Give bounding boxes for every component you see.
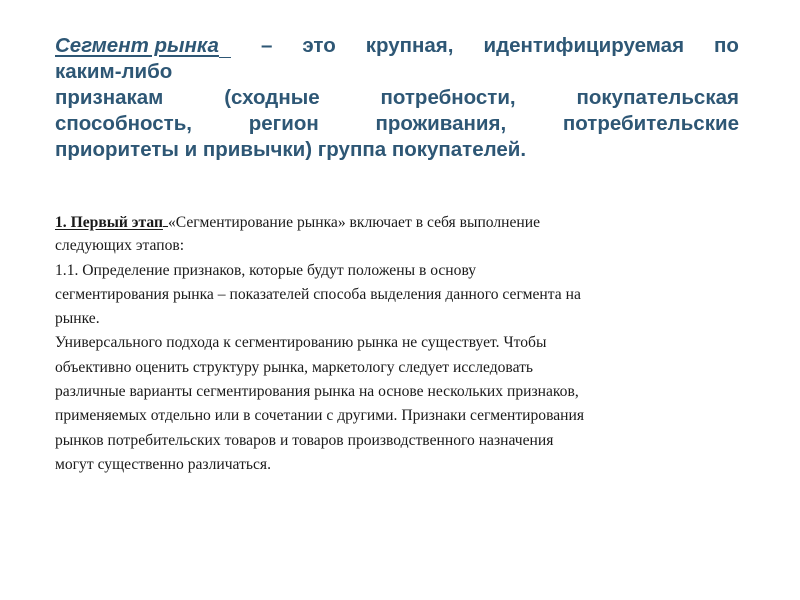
definition-line-2: каким-либо [55, 60, 173, 83]
paragraph-word: к [223, 334, 231, 352]
paragraph-word: товаров [292, 431, 344, 449]
sub-step-line-3: рынке. [55, 310, 100, 328]
definition-word: потребности, [380, 86, 516, 109]
definition-line-3 [55, 85, 739, 111]
paragraph-line-3 [55, 380, 739, 404]
sub-step-word: сегмента [502, 285, 562, 303]
paragraph-word: товаров [224, 431, 277, 449]
paragraph-word: нескольких [427, 383, 504, 401]
sub-step-word: выделения [370, 285, 442, 303]
paragraph-line-5 [55, 429, 739, 453]
sub-step-word: рынка [172, 285, 214, 303]
paragraph-word: сегментированию [234, 334, 354, 352]
definition-heading [55, 33, 739, 163]
paragraph-word: Чтобы [503, 334, 547, 352]
paragraph-word: оценить [135, 358, 189, 376]
definition-line-5: приоритеты и привычки) группа покупателей. [55, 138, 527, 161]
stage-intro-text: «Сегментирование рынка» включает в себя выполнение [167, 214, 541, 231]
definition-term: Сегмент рынка [55, 34, 219, 57]
sub-step-word: – [217, 285, 226, 303]
definition-word: покупательская [576, 86, 739, 109]
sub-step-word: данного [445, 285, 499, 303]
paragraph-word: признаков, [506, 383, 579, 401]
paragraph-word: Универсального [55, 334, 163, 352]
paragraph-word: различные [55, 383, 126, 401]
definition-word: крупная, [365, 34, 454, 57]
paragraph-word: в [243, 407, 251, 425]
paragraph-word: сегментирования [469, 407, 585, 425]
definition-line-1 [55, 33, 739, 59]
stage-description [55, 210, 739, 477]
paragraph-word: рынка [314, 383, 356, 401]
sub-step-word: показателей [229, 285, 310, 303]
definition-word: – [260, 34, 273, 57]
definition-word: потребительские [562, 112, 739, 135]
definition-word: признакам [55, 86, 164, 109]
paragraph-word: применяемых [55, 407, 147, 425]
paragraph-line-4 [55, 404, 739, 428]
paragraph-word: Признаки [401, 407, 467, 425]
paragraph-line-1 [55, 331, 739, 355]
paragraph-word: рынка, [263, 358, 309, 376]
definition-word: это [302, 34, 336, 57]
paragraph-word: рынка [357, 334, 399, 352]
definition-word: идентифицируемая [483, 34, 685, 57]
paragraph-word: потребительских [107, 431, 221, 449]
paragraph-word: исследовать [453, 358, 534, 376]
sub-step-word: способа [313, 285, 367, 303]
paragraph-word: сегментирования [196, 383, 311, 401]
definition-term-wrap [55, 33, 231, 59]
definition-word: регион [248, 112, 319, 135]
paragraph-word: сочетании [254, 407, 323, 425]
stage-label: 1. Первый этап [55, 214, 163, 231]
sub-step-word: на [565, 285, 581, 303]
paragraph-word: структуру [192, 358, 260, 376]
sub-step-word: сегментирования [55, 285, 170, 303]
paragraph-last-line: могут существенно различаться. [55, 455, 271, 473]
sub-step-line-2 [55, 283, 739, 307]
paragraph-word: на [358, 383, 375, 401]
paragraph-word: производственного [347, 431, 475, 449]
stage-intro-continuation: следующих этапов: [55, 237, 185, 255]
paragraph-word: или [214, 407, 240, 425]
paragraph-word: отдельно [150, 407, 211, 425]
paragraph-word: маркетологу [311, 358, 395, 376]
paragraph-word: варианты [129, 383, 193, 401]
paragraph-word: не [401, 334, 418, 352]
paragraph-word: и [279, 431, 289, 449]
definition-word: проживания, [375, 112, 507, 135]
paragraph-word: существует. [421, 334, 500, 352]
paragraph-word: с [326, 407, 334, 425]
definition-word: (сходные [224, 86, 320, 109]
paragraph-word: основе [378, 383, 424, 401]
definition-line-4 [55, 111, 739, 137]
paragraph-word: подхода [166, 334, 220, 352]
paragraph-line-2 [55, 356, 739, 380]
term-underline-pad [219, 37, 231, 58]
paragraph-word: следует [398, 358, 450, 376]
paragraph-word: объективно [55, 358, 132, 376]
paragraph-word: другими. [337, 407, 398, 425]
stage-intro-line [55, 210, 739, 234]
definition-word: по [714, 34, 739, 57]
paragraph-word: назначения [478, 431, 554, 449]
definition-word: способность, [55, 112, 192, 135]
paragraph-word: рынков [55, 431, 104, 449]
sub-step-line-1: 1.1. Определение признаков, которые будут положены в основу [55, 261, 477, 279]
